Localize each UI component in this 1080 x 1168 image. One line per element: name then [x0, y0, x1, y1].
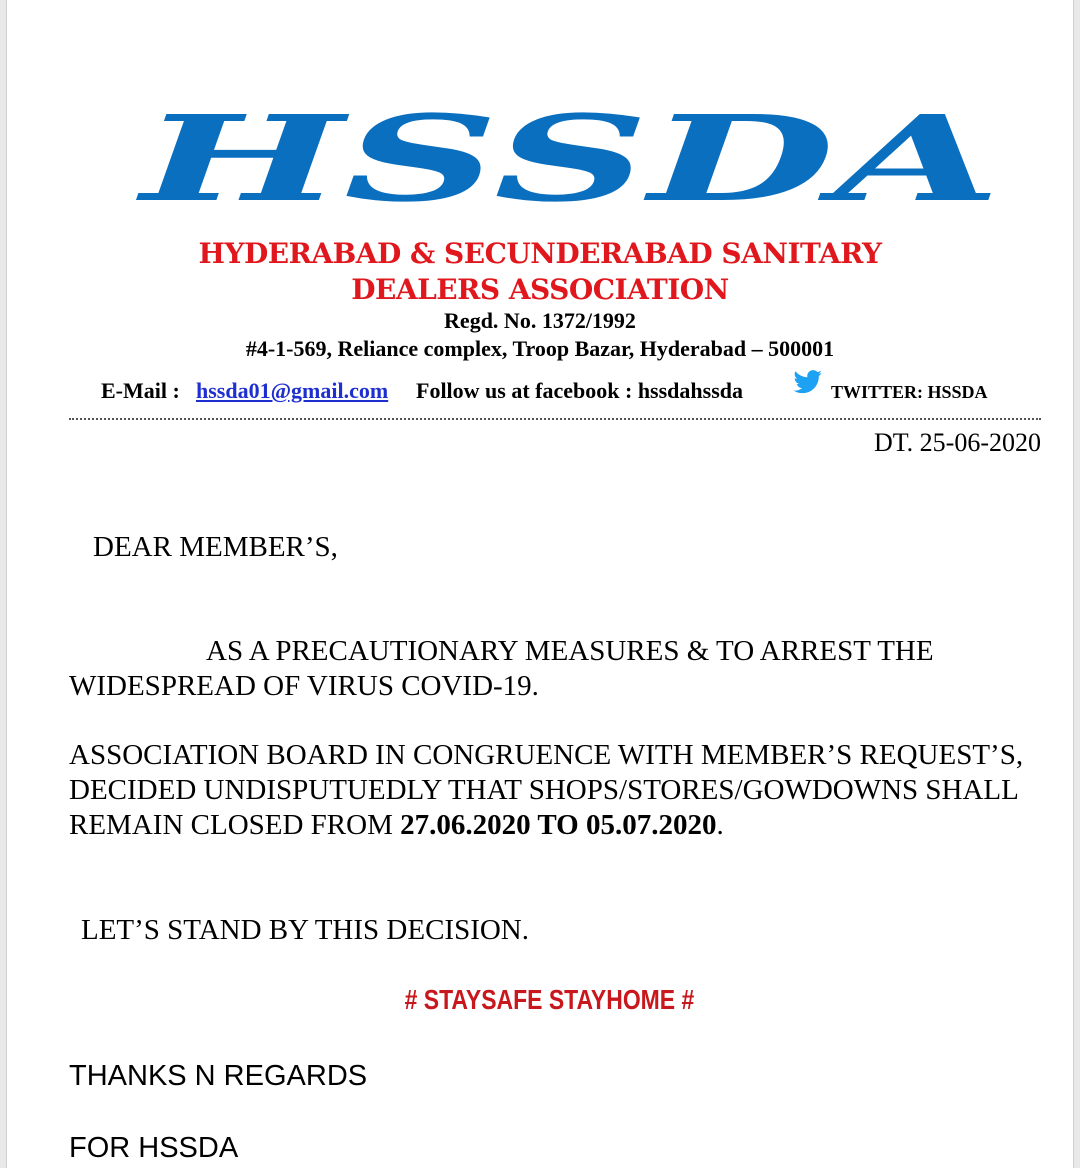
closing-thanks: THANKS N REGARDS — [69, 1060, 368, 1092]
paragraph-precaution-text: AS A PRECAUTIONARY MEASURES & TO ARREST THE WIDESPREAD OF VIRUS COVID-19. — [69, 635, 934, 702]
registration-number: Regd. No. 1372/1992 — [444, 308, 636, 333]
salutation: DEAR MEMBER’S, — [93, 531, 338, 563]
letter-page — [6, 0, 1074, 1168]
association-name-line1: HYDERABAD & SECUNDERABAD SANITARY — [198, 237, 882, 270]
paragraph-decision-text: ASSOCIATION BOARD IN CONGRUENCE WITH MEMBER’S REQUEST’S, DECIDED UNDISPUTUEDLY THAT SHOPS/STORES/GOWDOWNS SHALL REMAIN CLOSED FROM — [69, 739, 1024, 841]
header-divider — [69, 418, 1041, 420]
email-label: E-Mail : — [101, 378, 180, 403]
letter-date: DT. 25-06-2020 — [873, 428, 1041, 457]
contact-line — [101, 366, 1061, 410]
association-name-line2: DEALERS ASSOCIATION — [351, 273, 729, 306]
facebook-text: Follow us at facebook : hssdahssda — [416, 378, 744, 403]
paragraph-decision — [69, 738, 1049, 843]
paragraph-decision-end: . — [716, 809, 724, 841]
address: #4-1-569, Reliance complex, Troop Bazar, Hyderabad – 500001 — [245, 336, 835, 361]
twitter-handle: TWITTER: HSSDA — [831, 382, 988, 402]
stand-line: LET’S STAND BY THIS DECISION. — [81, 914, 529, 946]
paragraph-precaution — [69, 634, 1049, 704]
logo-text: HSSDA — [135, 108, 1001, 220]
closure-dates: 27.06.2020 TO 05.07.2020 — [400, 809, 717, 841]
hashtag-staysafe: # STAYSAFE STAYHOME # — [404, 984, 695, 1015]
email-link[interactable]: hssda01@gmail.com — [196, 378, 389, 403]
twitter-bird-icon — [793, 370, 823, 394]
hssda-logo — [131, 108, 1011, 220]
closing-signature: FOR HSSDA — [69, 1132, 239, 1164]
